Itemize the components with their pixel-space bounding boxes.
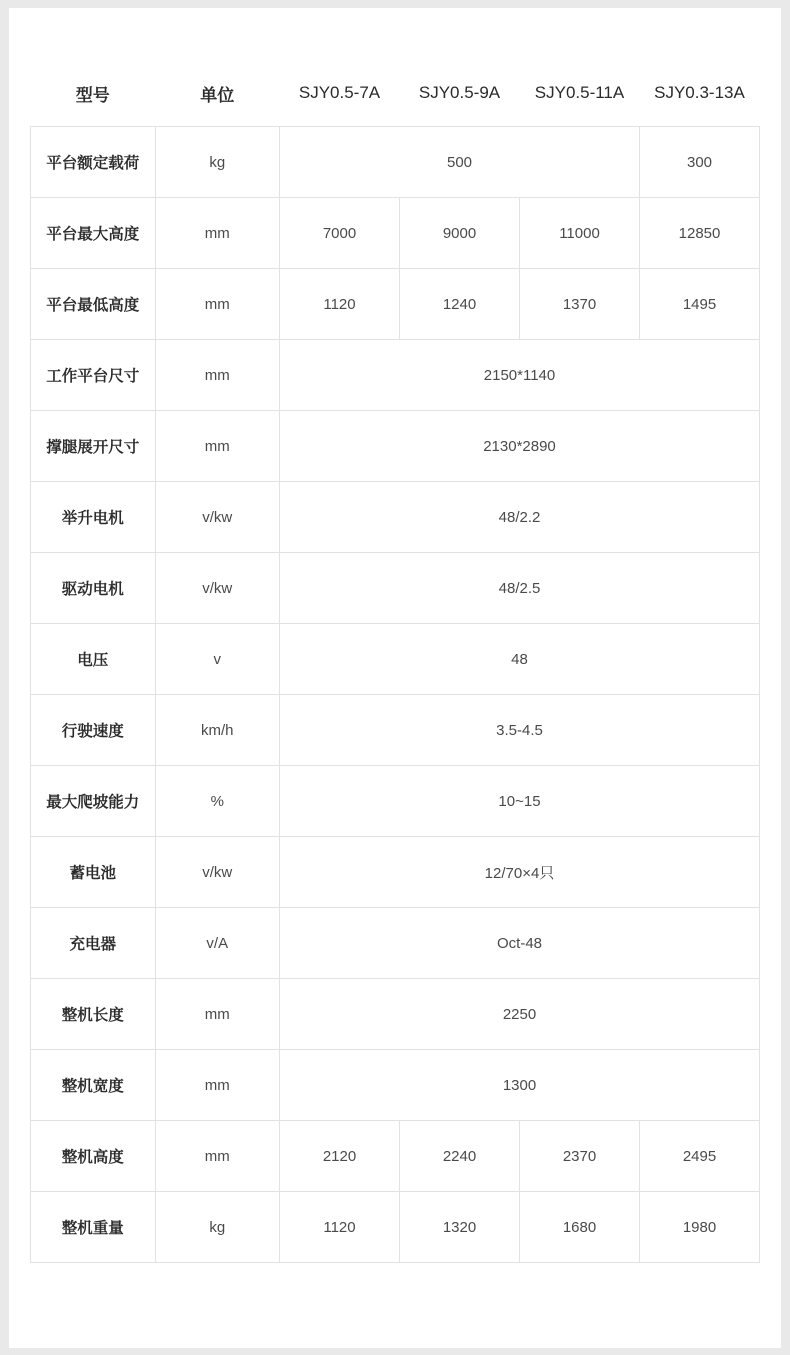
row-label: 平台最低高度	[31, 269, 156, 340]
table-row	[31, 979, 760, 1050]
row-label: 撑腿展开尺寸	[31, 411, 156, 482]
table-cell: 7000	[280, 198, 400, 269]
table-header	[31, 60, 760, 127]
table-row	[31, 1192, 760, 1263]
table-cell: 1120	[280, 269, 400, 340]
table-row	[31, 1121, 760, 1192]
row-label: 电压	[31, 624, 156, 695]
table-row	[31, 269, 760, 340]
table-row	[31, 198, 760, 269]
row-label: 平台额定载荷	[31, 127, 156, 198]
row-label: 驱动电机	[31, 553, 156, 624]
table-row	[31, 482, 760, 553]
row-unit: v	[155, 624, 280, 695]
table-cell: 2370	[520, 1121, 640, 1192]
row-unit: mm	[155, 979, 280, 1050]
row-label: 最大爬坡能力	[31, 766, 156, 837]
table-row	[31, 1050, 760, 1121]
column-header-unit: 单位	[200, 85, 235, 105]
row-unit: mm	[155, 198, 280, 269]
row-unit: mm	[155, 411, 280, 482]
table-cell: 1495	[640, 269, 760, 340]
column-header-model-1: SJY0.5-7A	[298, 83, 381, 102]
row-unit: mm	[155, 1121, 280, 1192]
row-unit: v/A	[155, 908, 280, 979]
table-row	[31, 411, 760, 482]
row-label: 整机长度	[31, 979, 156, 1050]
column-header-model: 型号	[75, 85, 110, 105]
table-cell: 2250	[280, 979, 760, 1050]
table-cell: Oct-48	[280, 908, 760, 979]
table-row	[31, 766, 760, 837]
table-row	[31, 695, 760, 766]
table-cell: 48/2.5	[280, 553, 760, 624]
row-unit: v/kw	[155, 553, 280, 624]
table-cell: 1370	[520, 269, 640, 340]
table-cell: 1240	[400, 269, 520, 340]
table-cell: 48/2.2	[280, 482, 760, 553]
table-row	[31, 127, 760, 198]
spec-sheet-page	[9, 8, 781, 1348]
specification-table	[30, 60, 760, 1263]
row-unit: kg	[155, 1192, 280, 1263]
row-label: 蓄电池	[31, 837, 156, 908]
table-row	[31, 624, 760, 695]
table-cell: 1300	[280, 1050, 760, 1121]
row-label: 平台最大高度	[31, 198, 156, 269]
row-label: 整机重量	[31, 1192, 156, 1263]
table-row	[31, 340, 760, 411]
row-label: 充电器	[31, 908, 156, 979]
column-header-model-3: SJY0.5-11A	[534, 83, 625, 102]
table-cell: 11000	[520, 198, 640, 269]
table-cell: 10~15	[280, 766, 760, 837]
row-label: 工作平台尺寸	[31, 340, 156, 411]
table-body	[31, 127, 760, 1263]
table-cell: 48	[280, 624, 760, 695]
column-header-model-4: SJY0.3-13A	[654, 83, 745, 102]
table-cell: 12/70×4只	[280, 837, 760, 908]
row-label: 整机高度	[31, 1121, 156, 1192]
table-cell: 2120	[280, 1121, 400, 1192]
table-cell: 2150*1140	[280, 340, 760, 411]
table-row	[31, 837, 760, 908]
table-cell: 1980	[640, 1192, 760, 1263]
table-cell: 300	[640, 127, 760, 198]
table-cell: 2495	[640, 1121, 760, 1192]
table-cell: 12850	[640, 198, 760, 269]
row-unit: v/kw	[155, 837, 280, 908]
table-cell: 2240	[400, 1121, 520, 1192]
table-cell: 500	[280, 127, 640, 198]
row-unit: kg	[155, 127, 280, 198]
row-unit: mm	[155, 1050, 280, 1121]
row-unit: v/kw	[155, 482, 280, 553]
table-row	[31, 908, 760, 979]
table-row	[31, 553, 760, 624]
row-unit: km/h	[155, 695, 280, 766]
row-label: 举升电机	[31, 482, 156, 553]
table-cell: 1320	[400, 1192, 520, 1263]
table-cell: 1120	[280, 1192, 400, 1263]
table-cell: 2130*2890	[280, 411, 760, 482]
table-cell: 9000	[400, 198, 520, 269]
table-cell: 3.5-4.5	[280, 695, 760, 766]
row-unit: mm	[155, 340, 280, 411]
table-cell: 1680	[520, 1192, 640, 1263]
row-label: 行驶速度	[31, 695, 156, 766]
column-header-model-2: SJY0.5-9A	[418, 83, 501, 102]
row-label: 整机宽度	[31, 1050, 156, 1121]
row-unit: %	[155, 766, 280, 837]
table-header-row	[31, 60, 760, 127]
row-unit: mm	[155, 269, 280, 340]
